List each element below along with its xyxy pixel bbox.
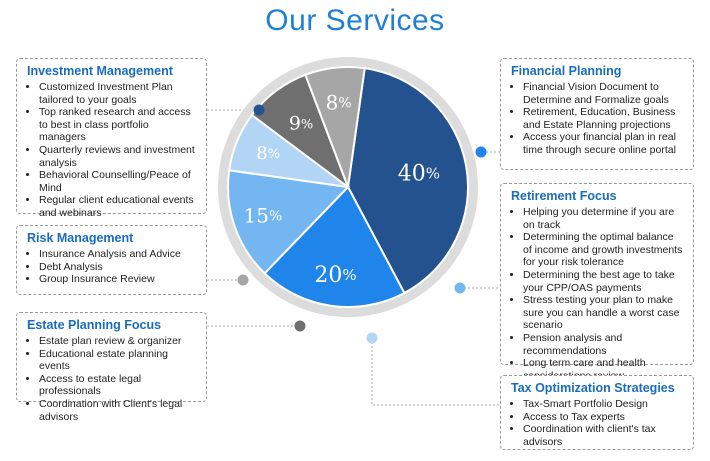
retirement-focus-box — [500, 183, 694, 370]
pie-label-0: 40% — [397, 161, 441, 187]
risk-management-box — [16, 225, 207, 295]
investment-management-box — [16, 58, 207, 219]
retirement-focus-list — [511, 206, 685, 382]
dot-estate — [295, 321, 306, 332]
tax-optimization-list — [511, 398, 685, 448]
list-item: • Customized Investment Plan tailored to your goals — [39, 81, 198, 106]
estate-planning-heading: Estate Planning Focus — [27, 318, 162, 332]
pie-label-1: 20% — [314, 263, 357, 289]
pie-label-5: 8% — [325, 90, 352, 115]
pie-label-4: 9% — [288, 112, 314, 135]
list-item: • Quarterly reviews and investment analysis — [39, 144, 198, 169]
list-item: • Stress testing your plan to make sure you can handle a worst case scenario — [523, 294, 685, 332]
list-item: • Determining the optimal balance of income and growth investments for your risk tolerance — [523, 231, 685, 269]
risk-management-heading: Risk Management — [27, 231, 134, 245]
list-item: • Regular client educational events and webinars — [39, 194, 198, 219]
list-item: • Pension analysis and recommendations — [523, 332, 685, 357]
list-item: • Debt Analysis — [39, 261, 198, 274]
list-item: • Access to Tax experts — [523, 411, 685, 424]
estate-planning-list — [27, 335, 198, 423]
dot-financial — [476, 147, 487, 158]
list-item: • Behavioral Counselling/Peace of Mind — [39, 169, 198, 194]
financial-planning-heading: Financial Planning — [511, 64, 622, 78]
list-item: • Estate plan review & organizer — [39, 335, 198, 348]
dot-tax — [367, 333, 378, 344]
estate-planning-box — [16, 312, 207, 423]
list-item: • Access to estate legal professionals — [39, 373, 198, 398]
list-item: • Retirement, Education, Business and Estate Planning projections — [523, 106, 685, 131]
retirement-focus-heading: Retirement Focus — [511, 189, 617, 203]
list-item: • Access your financial plan in real time through secure online portal — [523, 131, 685, 156]
dot-risk — [238, 275, 249, 286]
list-item: • Insurance Analysis and Advice — [39, 248, 198, 261]
financial-planning-list — [511, 81, 685, 157]
list-item: • Determining the best age to take your CPP/OAS payments — [523, 269, 685, 294]
list-item: • Coordination with Client's legal advisors — [39, 398, 198, 423]
pie-label-3: 8% — [256, 143, 281, 165]
financial-planning-box — [500, 58, 694, 170]
page-title: Our Services — [265, 4, 445, 37]
list-item: • Tax-Smart Portfolio Design — [523, 398, 685, 411]
list-item: • Top ranked research and access to best in class portfolio managers — [39, 106, 198, 144]
list-item: • Helping you determine if you are on track — [523, 206, 685, 231]
risk-management-list — [27, 248, 198, 286]
list-item: • Coordination with client's tax advisors — [523, 423, 685, 448]
tax-optimization-heading: Tax Optimization Strategies — [511, 381, 675, 395]
connector-tax — [372, 338, 500, 405]
pie-label-2: 15% — [243, 202, 283, 227]
dot-investment — [254, 105, 265, 116]
list-item: • Financial Vision Document to Determine and Formalize goals — [523, 81, 685, 106]
tax-optimization-box — [500, 375, 694, 450]
list-item: • Long term care and health — [523, 357, 685, 382]
list-item: • Group Insurance Review — [39, 273, 198, 286]
investment-management-list — [27, 81, 198, 220]
list-item: • Educational estate planning events — [39, 348, 198, 373]
dot-retirement — [455, 283, 466, 294]
investment-management-heading: Investment Management — [27, 64, 173, 78]
